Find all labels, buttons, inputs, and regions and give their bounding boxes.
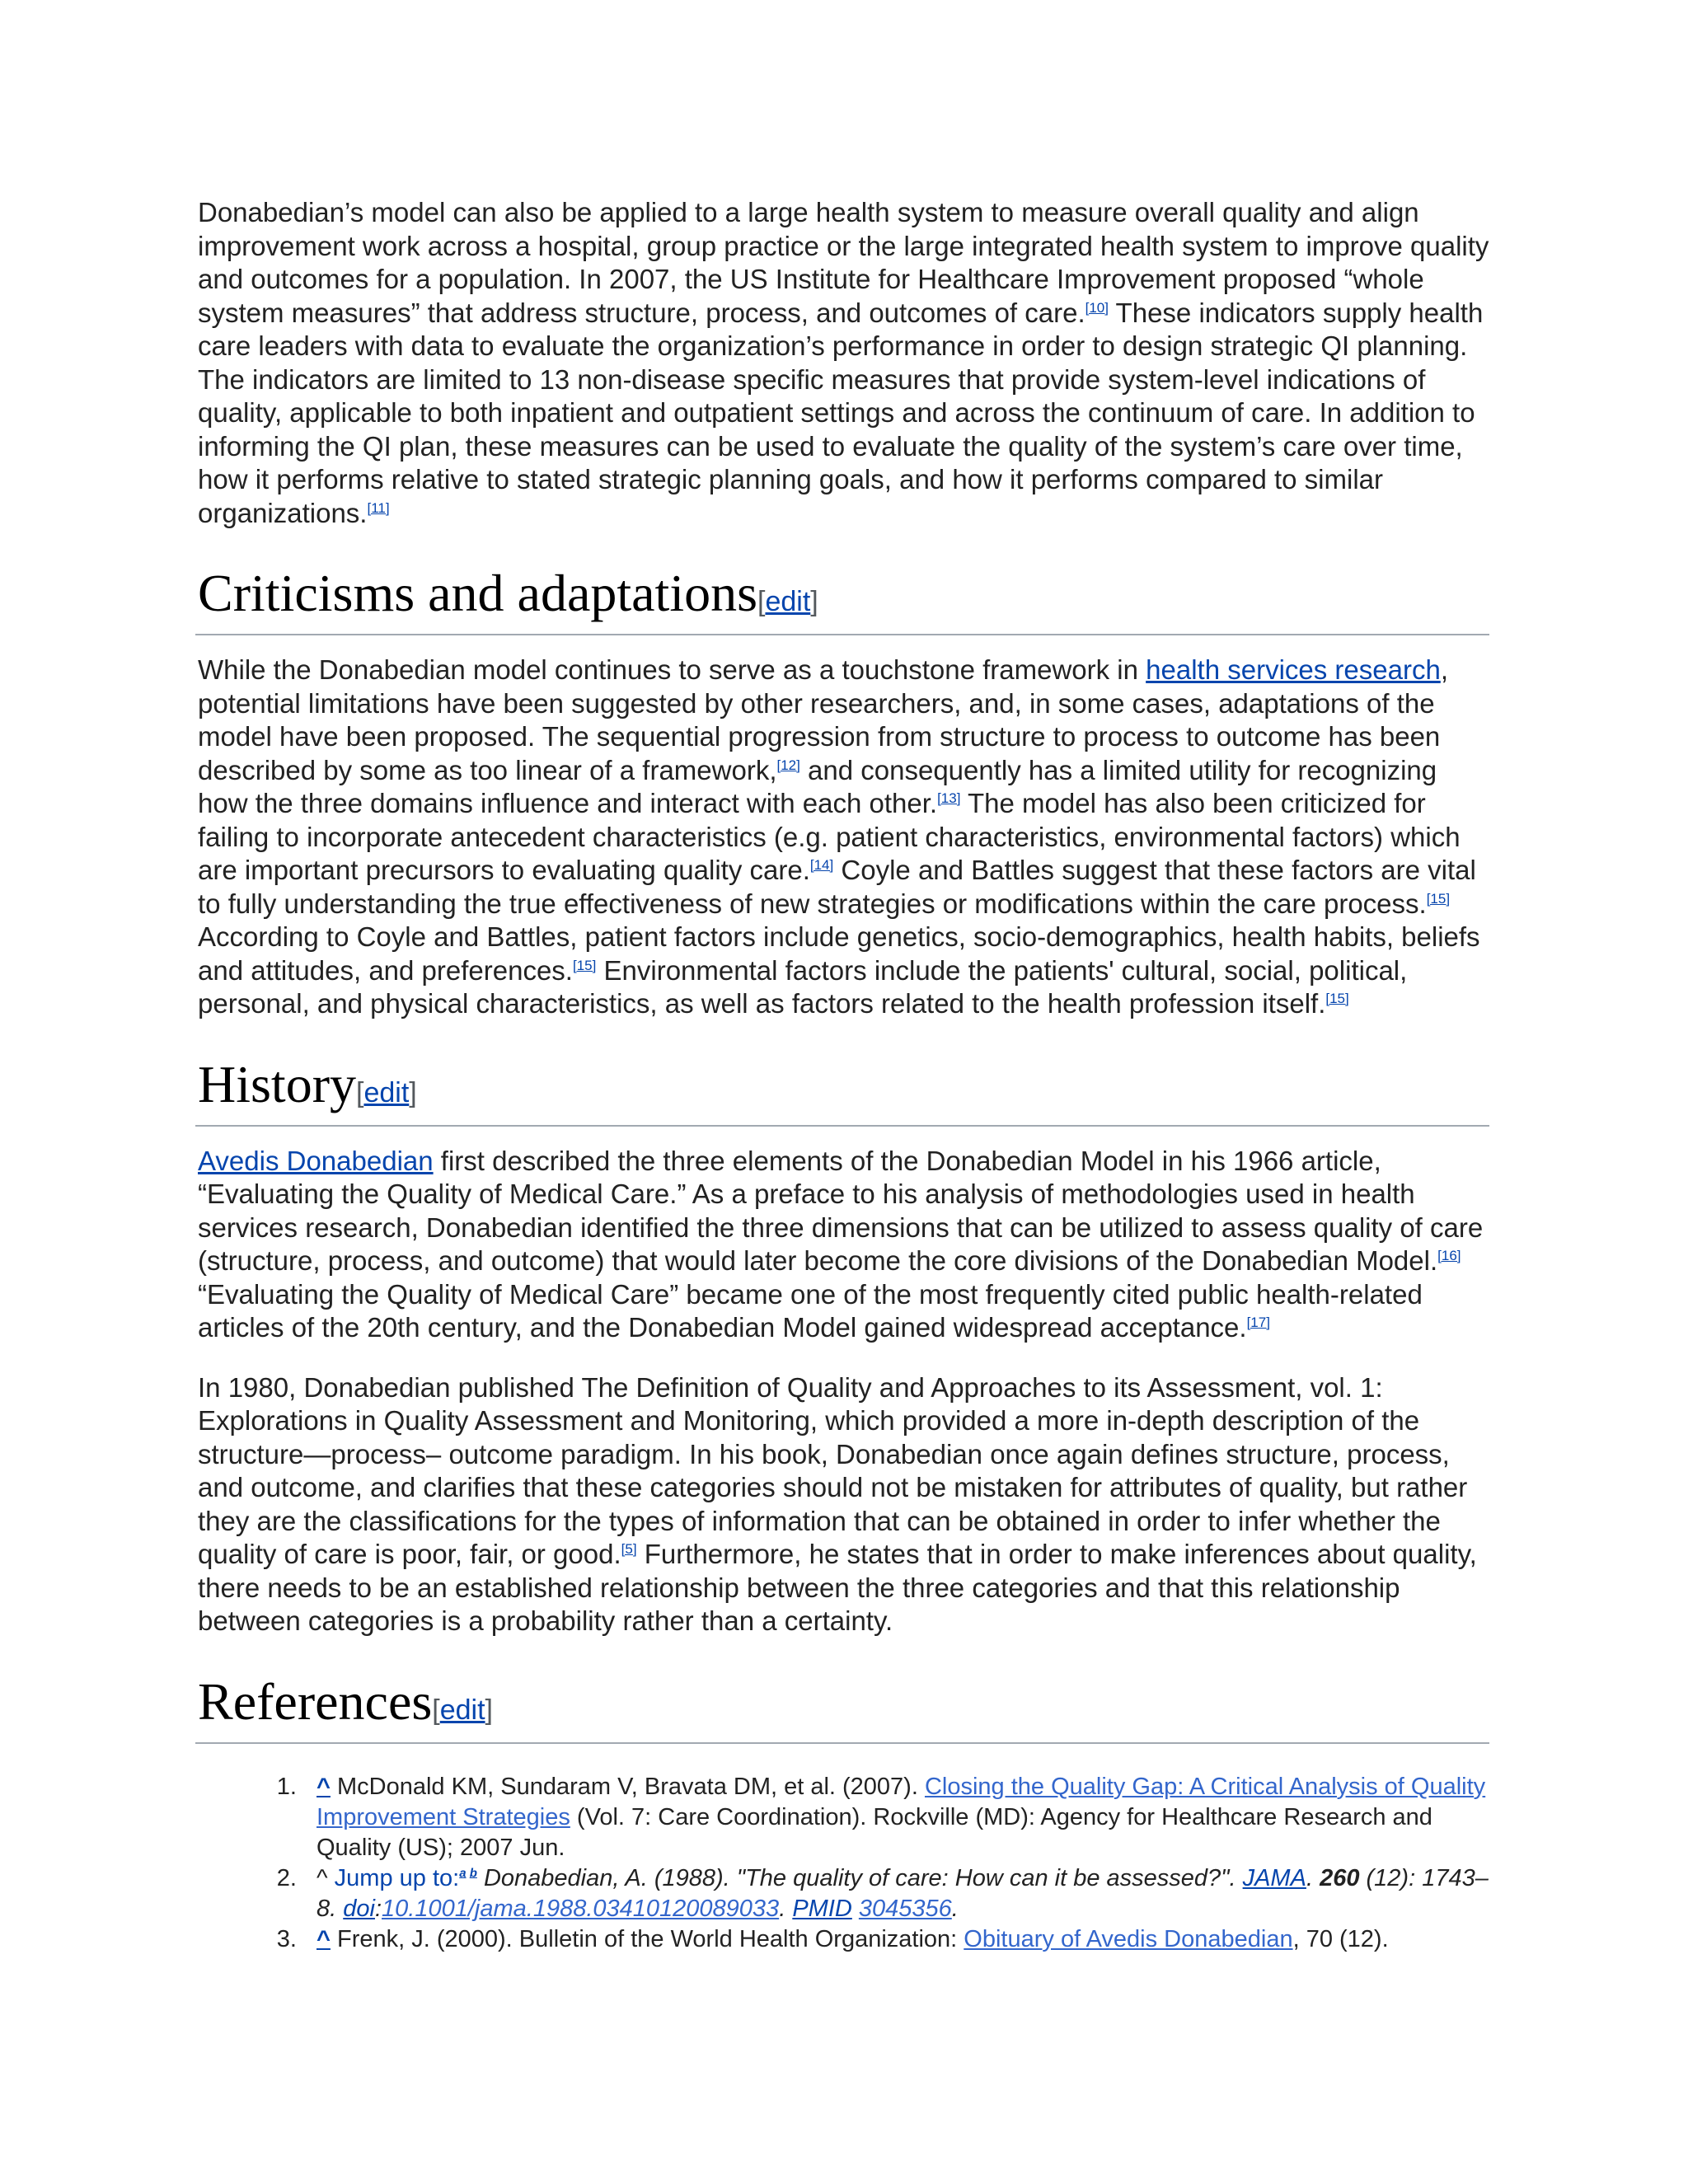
criticisms-paragraph: While the Donabedian model continues to serve as a touchstone framework in health services research, potential limitations have been suggested by other researchers, and, in some cases, adaptations of the model have been proposed. The sequential progression from structure to process to outcome has been described by some as too linear of a framework,[12] and consequently has a limited utility for recognizing how the three domains influence and interact with each other.[13] The model has also been criticized for failing to incorporate antecedent characteristics (e.g. patient characteristics, environmental factors) which are important precursors to evaluating quality care.[14] Coyle and Battles suggest that these factors are vital to fully understanding the true effectiveness of new strategies or modifications within the care process.[15] According to Coyle and Battles, patient factors include genetics, socio-demographics, health habits, beliefs and attitudes, and preferences.[15] Environmental factors include the patients' cultural, social, political, personal, and physical characteristics, as well as factors related to the health profession itself.[15]	[198, 654, 1480, 1019]
reference-link[interactable]: Obituary of Avedis Donabedian	[964, 1925, 1293, 1952]
citation-ref[interactable]: [14]	[809, 857, 834, 873]
link-avedis-donabedian[interactable]: Avedis Donabedian	[198, 1145, 434, 1176]
section-header-history	[195, 1052, 1489, 1127]
link-health-services-research[interactable]: health services research	[1146, 654, 1441, 685]
backlink-a[interactable]: a	[459, 1865, 467, 1880]
backlink-b[interactable]: b	[469, 1865, 477, 1880]
reference-item: 2. ^ Jump up to:$^{a b}$ Donabedian, A. (1988). "The quality of care: How can it be assessed?". JAMA. 260 (12): 1743–8. doi:10.1001/jama.1988.03410120089033. PMID 3045356.	[303, 1863, 1492, 1924]
citation-ref[interactable]: [15]	[1325, 991, 1349, 1006]
history-paragraph-1: Avedis Donabedian first described the three elements of the Donabedian Model in his 1966 article, “Evaluating the Quality of Medical Care.” As a preface to his analysis of methodologies used in health services research, Donabedian identified the three dimensions that can be utilized to assess quality of care (structure, process, and outcome) that would later become the core divisions of the Donabedian Model.[16] “Evaluating the Quality of Medical Care” became one of the most frequently cited public health-related articles of the 20th century, and the Donabedian Model gained widespread acceptance.[17]	[198, 1145, 1484, 1343]
pmid-value-link[interactable]: 3045356	[858, 1895, 952, 1922]
doi-value-link[interactable]: 10.1001/jama.1988.03410120089033	[382, 1895, 780, 1922]
reference-link[interactable]: Closing the Quality Gap: A Critical Analysis of Quality Improvement Strategies	[316, 1773, 1486, 1830]
pmid-link[interactable]: PMID	[792, 1895, 852, 1922]
section-title: History[edit]	[198, 1054, 417, 1113]
edit-link[interactable]: edit	[439, 1694, 485, 1726]
edit-bracket: [edit]	[757, 586, 818, 617]
citation-ref[interactable]: [15]	[572, 957, 597, 973]
backlink-caret: ^	[316, 1864, 328, 1891]
text: Donabedian’s model can also be applied to a large health system to measure overall quality and align improvement work across a hospital, group practice or the large integrated health system to improve quality and outcomes for a population. In 2007, the US Institute for Healthcare Improvement proposed “whole system measures” that address structure, process, and outcomes of care.	[198, 197, 1489, 328]
citation-ref[interactable]: [17]	[1246, 1315, 1270, 1330]
section-header-criticisms	[195, 561, 1489, 635]
backlink-caret[interactable]: ^	[316, 1773, 331, 1800]
section-title: Criticisms and adaptations[edit]	[198, 564, 818, 622]
citation-ref[interactable]: [15]	[1426, 890, 1451, 907]
section-title: References[edit]	[198, 1671, 493, 1731]
citation-ref[interactable]: [11]	[367, 499, 390, 516]
text: These indicators supply health care leaders with data to evaluate the organization’s performance in order to design strategic QI planning. The indicators are limited to 13 non-disease specific measures that provide system-level indications of quality, applicable to both inpatient and outpatient settings and across the continuum of care. In addition to informing the QI plan, these measures can be used to evaluate the quality of the system’s care over time, how it performs relative to stated strategic planning goals, and how it performs compared to similar organizations.	[198, 297, 1484, 528]
reference-list	[198, 1772, 1492, 1955]
citation-ref[interactable]: [5]	[621, 1541, 637, 1557]
journal-link[interactable]: JAMA	[1242, 1864, 1306, 1891]
citation-ref[interactable]: [13]	[937, 790, 961, 806]
edit-link[interactable]: edit	[765, 586, 811, 617]
citation-ref[interactable]: [10]	[1085, 299, 1109, 316]
citation-ref[interactable]: [12]	[776, 757, 800, 773]
article-content	[198, 196, 1492, 1955]
edit-link[interactable]: edit	[363, 1076, 410, 1108]
reference-item: 3. ^ Frenk, J. (2000). Bulletin of the World Health Organization: Obituary of Avedis Donabedian, 70 (12).	[303, 1924, 1492, 1955]
section-header-references	[195, 1670, 1489, 1744]
citation-ref[interactable]: [16]	[1437, 1248, 1461, 1263]
edit-bracket: [edit]	[356, 1076, 417, 1108]
history-paragraph-2: In 1980, Donabedian published The Definition of Quality and Approaches to its Assessment, vol. 1: Explorations in Quality Assessment and Monitoring, which provided a more in-depth description of the structure—process– outcome paradigm. In his book, Donabedian once again defines structure, process, and outcome, and clarifies that these categories should not be mistaken for attributes of quality, but rather they are the classifications for the types of information that can be obtained in order to infer whether the quality of care is poor, fair, or good.[5] Furthermore, he states that in order to make inferences about quality, there needs to be an established relationship between the three categories and that this relationship between categories is a probability rather than a certainty.	[198, 1371, 1477, 1636]
reference-item: 1. ^ McDonald KM, Sundaram V, Bravata DM, et al. (2007). Closing the Quality Gap: A Critical Analysis of Quality Improvement Strategies (Vol. 7: Care Coordination). Rockville (MD): Agency for Healthcare Research and Quality (US); 2007 Jun.	[303, 1772, 1492, 1863]
jump-up-label: Jump up to:	[334, 1864, 460, 1891]
backlink-caret[interactable]: ^	[316, 1925, 331, 1952]
doi-link[interactable]: doi	[343, 1895, 375, 1922]
intro-paragraph	[198, 196, 1492, 530]
edit-bracket: [edit]	[432, 1694, 493, 1726]
